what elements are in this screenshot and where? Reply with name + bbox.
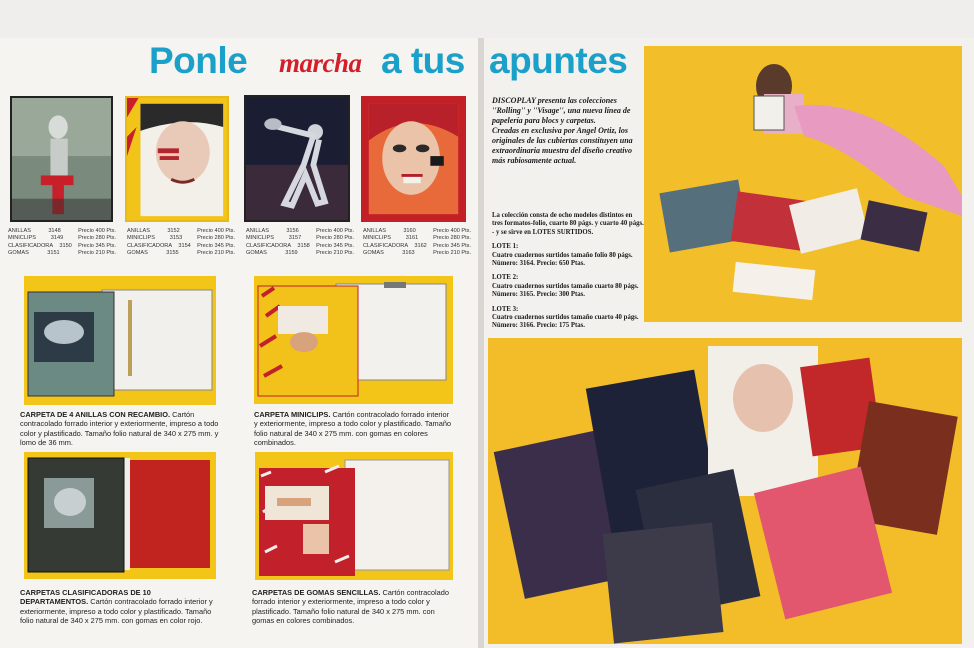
cover-face-yellow-stripes [125,96,229,222]
collection-info [492,212,644,331]
headline-a-tus: a tus [381,40,465,81]
price-row: GOMAS 3151 Precio 210 Pts. [8,250,116,257]
collection-description: La colección consta de ocho modelos distintos en tres formatos-folio, cuarto 80 págs. y cuarto 40 págs. - y se sirve en LOTES SURTIDOS. [492,212,644,236]
lote-body: Cuatro cuadernos surtidos tamaño folio 80 págs. Número: 3164. Precio: 650 Ptas. [492,251,633,268]
headline-marcha: marcha [279,48,362,78]
price-row: GOMAS 3155 Precio 210 Pts. [127,250,235,257]
lote-heading: LOTE 2: [492,274,519,282]
caption-ring-binder: CARPETA DE 4 ANILLAS CON RECAMBIO. Cartón contracolado forrado interior y exteriormente, impreso a todo color y plastificado. Tamaño folio natural de 340 x 275 mm. y lomo de 36 mm. [20,410,219,447]
photo-ring-binder [24,276,216,405]
headline-ponle: Ponle [149,40,248,81]
price-row: MINICLIPS 3161 Precio 280 Pts. [363,235,471,242]
cover-3-prices [246,228,354,258]
photo-elastic-folder [255,452,453,580]
price-row: CLASIFICADORA 3154 Precio 345 Pts. [127,242,235,249]
photo-girl-with-notebooks [644,46,962,322]
price-row: ANILLAS 3148 Precio 400 Pts. [8,228,116,234]
photo-classifier-folder [24,452,216,579]
lote-body: Cuatro cuadernos surtidos tamaño cuarto 40 págs. Número: 3166. Precio: 175 Ptas. [492,314,639,330]
price-row: MINICLIPS 3149 Precio 280 Pts. [8,235,116,242]
price-row: ANILLAS 3152 Precio 400 Pts. [127,228,235,234]
price-row: CLASIFICADORA 3162 Precio 345 Pts. [363,242,471,249]
lote-body: Cuatro cuadernos surtidos tamaño cuarto 80 págs. Número: 3165. Precio: 300 Ptas. [492,282,639,299]
caption-elastic: CARPETAS DE GOMAS SENCILLAS. Cartón contracolado forrado interior y exteriormente, impreso a todo color y plastificado. Tamaño folio natural de 340 x 275 mm. con gomas en colores combinados. [252,588,450,625]
cover-1-prices [8,228,116,258]
intro-paragraph: Creadas en exclusiva por Angel Ortiz, los originales de las cubiertas constituyen una extraordinaria muestra del diseño creativo más rabiosamente actual. [492,126,633,165]
price-row: GOMAS 3163 Precio 210 Pts. [363,250,471,257]
price-row: CLASIFICADORA 3158 Precio 345 Pts. [246,242,354,249]
photo-miniclips-folder [254,276,453,404]
price-row: MINICLIPS 3153 Precio 280 Pts. [127,235,235,242]
headline-apuntes: apuntes [489,40,628,81]
caption-miniclips: CARPETA MINICLIPS. Cartón contracolado forrado interior y exteriormente, impreso a todo color y plastificado. Tamaño folio natural de 340 x 275 mm. con gomas en colores combinados. [254,410,452,447]
price-row: CLASIFICADORA 3150 Precio 345 Pts. [8,242,116,249]
price-row: GOMAS 3159 Precio 210 Pts. [246,250,354,257]
cover-discobolus-robot [244,95,350,222]
lote-heading: LOTE 3: [492,305,519,313]
photo-notebook-collection [488,338,962,644]
price-row: ANILLAS 3156 Precio 400 Pts. [246,228,354,234]
cover-2-prices [127,228,235,258]
price-row: ANILLAS 3160 Precio 400 Pts. [363,228,471,234]
intro-text [492,96,642,166]
intro-paragraph: DISCOPLAY presenta las colecciones ''Rolling'' y ''Visage'', una nueva línea de papelería para blocs y carpetas. [492,96,631,125]
cover-robot-red-t [10,96,113,222]
lote-heading: LOTE 1: [492,243,519,251]
caption-classifier: CARPETAS CLASIFICADORAS DE 10 DEPARTAMENTOS. Cartón contracolado forrado interior y exteriormente, impreso a todo color y plastificado. Tamaño folio natural de 340 x 275 mm. con gomas en color rojo. [20,588,213,625]
cover-4-prices [363,228,471,258]
cover-woman-face-red [361,96,466,222]
price-row: MINICLIPS 3157 Precio 280 Pts. [246,235,354,242]
